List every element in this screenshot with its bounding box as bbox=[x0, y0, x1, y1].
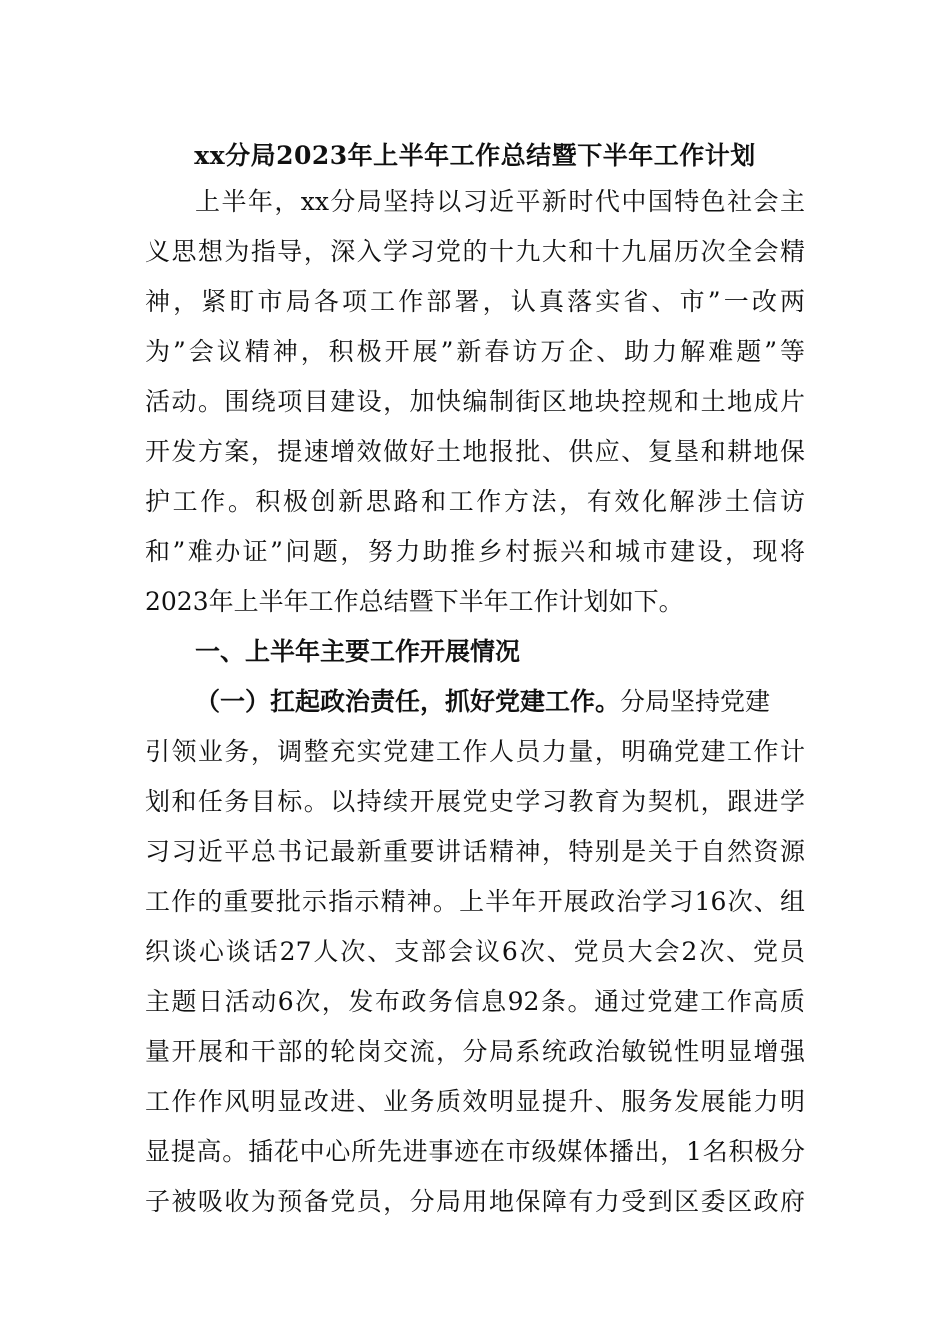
subsection-first-line bbox=[195, 682, 805, 722]
subsection-title: （一）扛起政治责任，抓好党建工作。 bbox=[195, 687, 621, 716]
paragraph-line: 显提高。插花中心所先进事迹在市级媒体播出，1名积极分 bbox=[145, 1137, 805, 1166]
paragraph-line: 主题日活动6次，发布政务信息92条。通过党建工作高质 bbox=[145, 987, 805, 1016]
paragraph-line: 义思想为指导，深入学习党的十九大和十九届历次全会精 bbox=[145, 237, 805, 266]
paragraph-line: 划和任务目标。以持续开展党史学习教育为契机，跟进学 bbox=[145, 787, 805, 816]
paragraph-line: 和”难办证”问题，努力助推乡村振兴和城市建设，现将 bbox=[145, 537, 805, 566]
paragraph-line: 子被吸收为预备党员，分局用地保障有力受到区委区政府 bbox=[145, 1187, 805, 1216]
section-heading: 一、上半年主要工作开展情况 bbox=[195, 637, 521, 666]
paragraph-line: 活动。围绕项目建设，加快编制街区地块控规和土地成片 bbox=[145, 387, 805, 416]
paragraph-line: 神，紧盯市局各项工作部署，认真落实省、市”一改两 bbox=[145, 287, 805, 316]
paragraph-line: 工作的重要批示指示精神。上半年开展政治学习16次、组 bbox=[145, 887, 805, 916]
paragraph-line: 开发方案，提速增效做好土地报批、供应、复垦和耕地保 bbox=[145, 437, 805, 466]
subsection-first-text: 分局坚持党建 bbox=[620, 687, 771, 716]
paragraph-line: 2023年上半年工作总结暨下半年工作计划如下。 bbox=[145, 587, 684, 616]
paragraph-line: 护工作。积极创新思路和工作方法，有效化解涉土信访 bbox=[145, 487, 805, 516]
paragraph-line: 织谈心谈话27人次、支部会议6次、党员大会2次、党员 bbox=[145, 937, 805, 966]
document-title: xx分局2023年上半年工作总结暨下半年工作计划 bbox=[194, 141, 756, 170]
paragraph-line: 量开展和干部的轮岗交流，分局系统政治敏锐性明显增强 bbox=[145, 1037, 805, 1066]
paragraph-line: 上半年，xx分局坚持以习近平新时代中国特色社会主 bbox=[195, 187, 805, 216]
paragraph-line: 习习近平总书记最新重要讲话精神，特别是关于自然资源 bbox=[145, 837, 805, 866]
paragraph-line: 引领业务，调整充实党建工作人员力量，明确党建工作计 bbox=[145, 737, 805, 766]
paragraph-line: 为”会议精神，积极开展”新春访万企、助力解难题”等 bbox=[145, 337, 805, 366]
paragraph-line: 工作作风明显改进、业务质效明显提升、服务发展能力明 bbox=[145, 1087, 805, 1116]
